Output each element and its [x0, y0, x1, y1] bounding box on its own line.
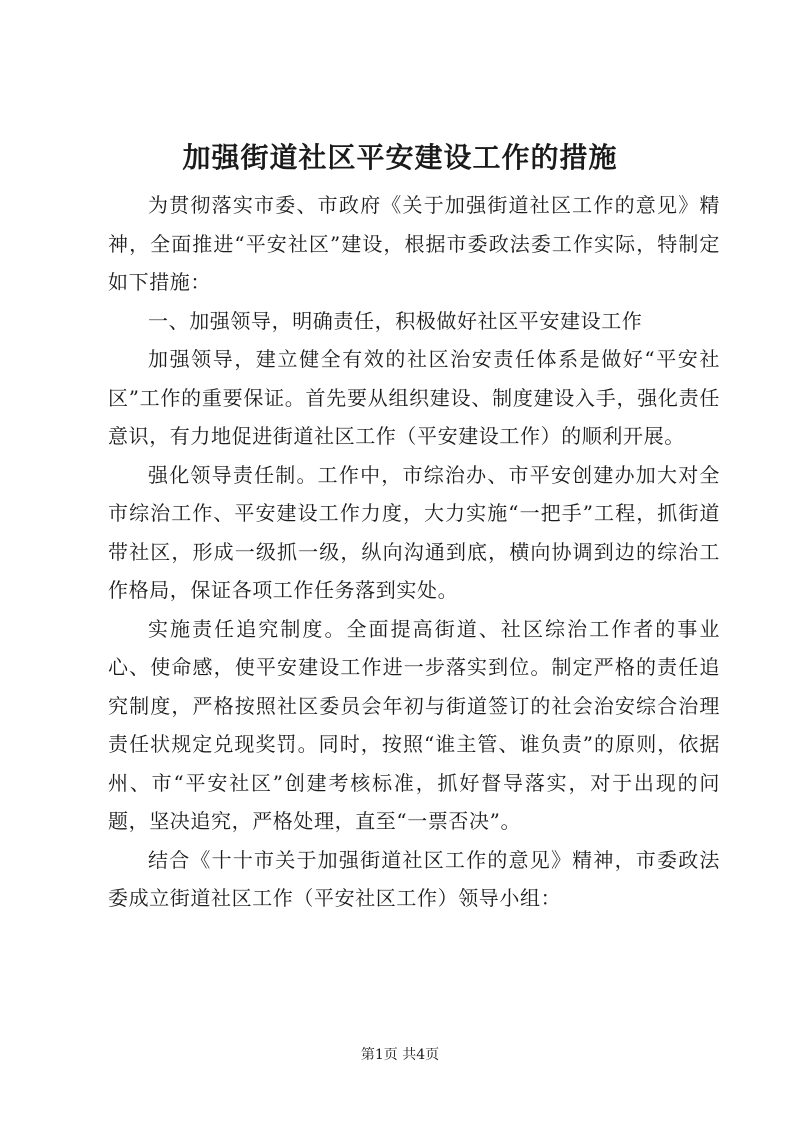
page-number-footer: 第1页 共4页: [360, 1047, 440, 1063]
section-heading-1: 一、加强领导，明确责任，积极做好社区平安建设工作: [148, 308, 643, 333]
paragraph-leadership: 加强领导，建立健全有效的社区治安责任体系是做好“平安社区”工作的重要保证。首先要从组织建设、制度建设入手，强化责任意识，有力地促进街道社区工作（平安建设工作）的顺利开展。: [108, 347, 720, 448]
document-title: 加强街道社区平安建设工作的措施: [182, 141, 618, 174]
paragraph-accountability: 实施责任追究制度。全面提高街道、社区综治工作者的事业心、使命感，使平安建设工作进一步落实到位。制定严格的责任追究制度，严格按照社区委员会年初与街道签订的社会治安综合治理责任状规定兑现奖罚。同时，按照“谁主管、谁负责”的原则，依据州、市“平安社区”创建考核标准，抓好督导落实，对于出现的问题，坚决追究，严格处理，直至“一票否决”。: [108, 616, 720, 833]
paragraph-responsibility-system: 强化领导责任制。工作中，市综治办、市平安创建办加大对全市综治工作、平安建设工作力度，大力实施“一把手”工程，抓街道带社区，形成一级抓一级，纵向沟通到底，横向协调到边的综治工作格局，保证各项工作任务落到实处。: [108, 462, 720, 602]
document-body: [108, 186, 720, 918]
paragraph-intro: 为贯彻落实市委、市政府《关于加强街道社区工作的意见》精神，全面推进“平安社区”建设，根据市委政法委工作实际，特制定如下措施：: [108, 193, 720, 294]
paragraph-leading-group: 结合《十十市关于加强街道社区工作的意见》精神，市委政法委成立街道社区工作（平安社区工作）领导小组：: [108, 847, 720, 910]
